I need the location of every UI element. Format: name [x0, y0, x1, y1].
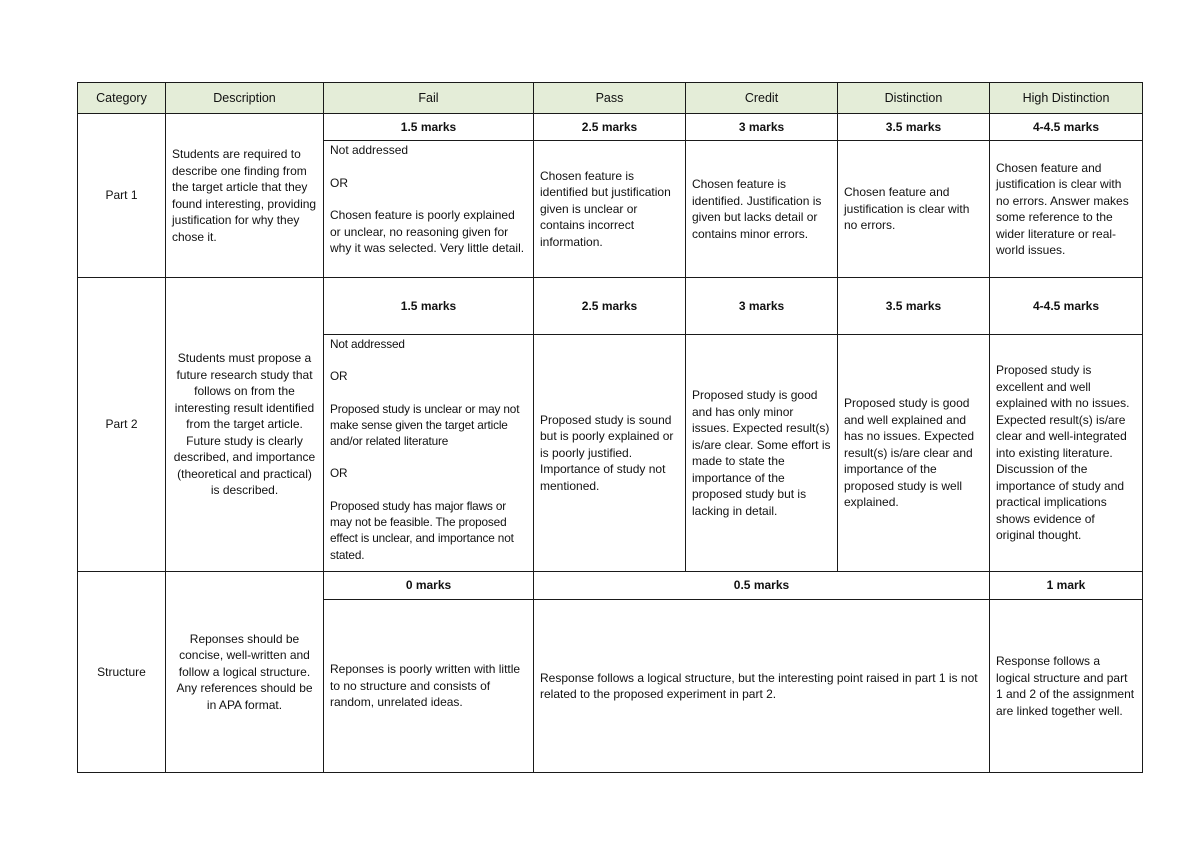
part2-credit-marks: 3 marks — [686, 278, 838, 335]
part2-fail-line2: Proposed study is unclear or may not make sense given the target article and/or related literature — [330, 401, 520, 449]
part2-fail-cell — [324, 335, 534, 572]
structure-high-marks: 1 mark — [990, 572, 1143, 600]
structure-marks-row — [78, 572, 1143, 600]
part2-pass-cell: Proposed study is sound but is poorly explained or is poorly justified. Importance of study not mentioned. — [534, 335, 686, 572]
part1-fail-marks: 1.5 marks — [324, 114, 534, 141]
part1-marks-row — [78, 114, 1143, 141]
header-fail: Fail — [324, 83, 534, 114]
part2-high-distinction-cell: Proposed study is excellent and well explained with no issues. Expected result(s) is/are clear and well-integrated into existing literature. Discussion of the importance of study and practical implications shows evidence of original thought. — [990, 335, 1143, 572]
structure-high-distinction-cell: Response follows a logical structure and part 1 and 2 of the assignment are linked together well. — [990, 600, 1143, 773]
header-category: Category — [78, 83, 166, 114]
part2-pass-marks: 2.5 marks — [534, 278, 686, 335]
structure-category: Structure — [78, 572, 166, 773]
part1-fail-line2: Chosen feature is poorly explained or unclear, no reasoning given for why it was selected. Very little detail. — [330, 208, 525, 255]
part1-fail-or1: OR — [330, 175, 348, 190]
part2-distinction-cell: Proposed study is good and well explained and has no issues. Expected result(s) is/are clear and importance of the proposed study is well explained. — [838, 335, 990, 572]
header-high-distinction: High Distinction — [990, 83, 1143, 114]
part1-distinction-marks: 3.5 marks — [838, 114, 990, 141]
part1-distinction-cell: Chosen feature and justification is clear with no errors. — [838, 141, 990, 278]
part1-fail-cell — [324, 141, 534, 278]
part2-fail-line1: Not addressed — [330, 337, 405, 351]
header-distinction: Distinction — [838, 83, 990, 114]
part2-fail-marks: 1.5 marks — [324, 278, 534, 335]
part2-high-distinction-marks: 4-4.5 marks — [990, 278, 1143, 335]
structure-fail-cell: Reponses is poorly written with little to no structure and consists of random, unrelated ideas. — [324, 600, 534, 773]
structure-mid-cell: Response follows a logical structure, but the interesting point raised in part 1 is not related to the proposed experiment in part 2. — [534, 600, 990, 773]
part1-credit-cell: Chosen feature is identified. Justification is given but lacks detail or contains minor errors. — [686, 141, 838, 278]
part1-credit-marks: 3 marks — [686, 114, 838, 141]
structure-description: Reponses should be concise, well-written and follow a logical structure. Any references should be in APA format. — [166, 572, 324, 773]
part2-fail-or1: OR — [330, 369, 348, 384]
part2-credit-cell: Proposed study is good and has only minor issues. Expected result(s) is/are clear. Some effort is made to state the importance of the proposed study but is lacking in detail. — [686, 335, 838, 572]
header-credit: Credit — [686, 83, 838, 114]
structure-mid-marks: 0.5 marks — [534, 572, 990, 600]
rubric-table — [77, 82, 1143, 773]
part2-marks-row — [78, 278, 1143, 335]
part2-fail-or2: OR — [330, 466, 348, 481]
part2-description: Students must propose a future research study that follows on from the interesting result identified from the target article. Future study is clearly described, and importance (theoretical and practical) is described. — [166, 278, 324, 572]
part1-category: Part 1 — [78, 114, 166, 278]
header-row — [78, 83, 1143, 114]
part2-distinction-marks: 3.5 marks — [838, 278, 990, 335]
part1-pass-marks: 2.5 marks — [534, 114, 686, 141]
part1-description: Students are required to describe one finding from the target article that they found interesting, providing justification for why they chose it. — [166, 114, 324, 278]
header-description: Description — [166, 83, 324, 114]
header-pass: Pass — [534, 83, 686, 114]
part1-high-distinction-cell: Chosen feature and justification is clear with no errors. Answer makes some reference to the wider literature or real-world issues. — [990, 141, 1143, 278]
part1-pass-cell: Chosen feature is identified but justification given is unclear or contains incorrect information. — [534, 141, 686, 278]
part2-fail-line3: Proposed study has major flaws or may not be feasible. The proposed effect is unclear, and importance not stated. — [330, 498, 514, 562]
part2-category: Part 2 — [78, 278, 166, 572]
part1-fail-line1: Not addressed — [330, 143, 409, 157]
part1-high-distinction-marks: 4-4.5 marks — [990, 114, 1143, 141]
structure-fail-marks: 0 marks — [324, 572, 534, 600]
